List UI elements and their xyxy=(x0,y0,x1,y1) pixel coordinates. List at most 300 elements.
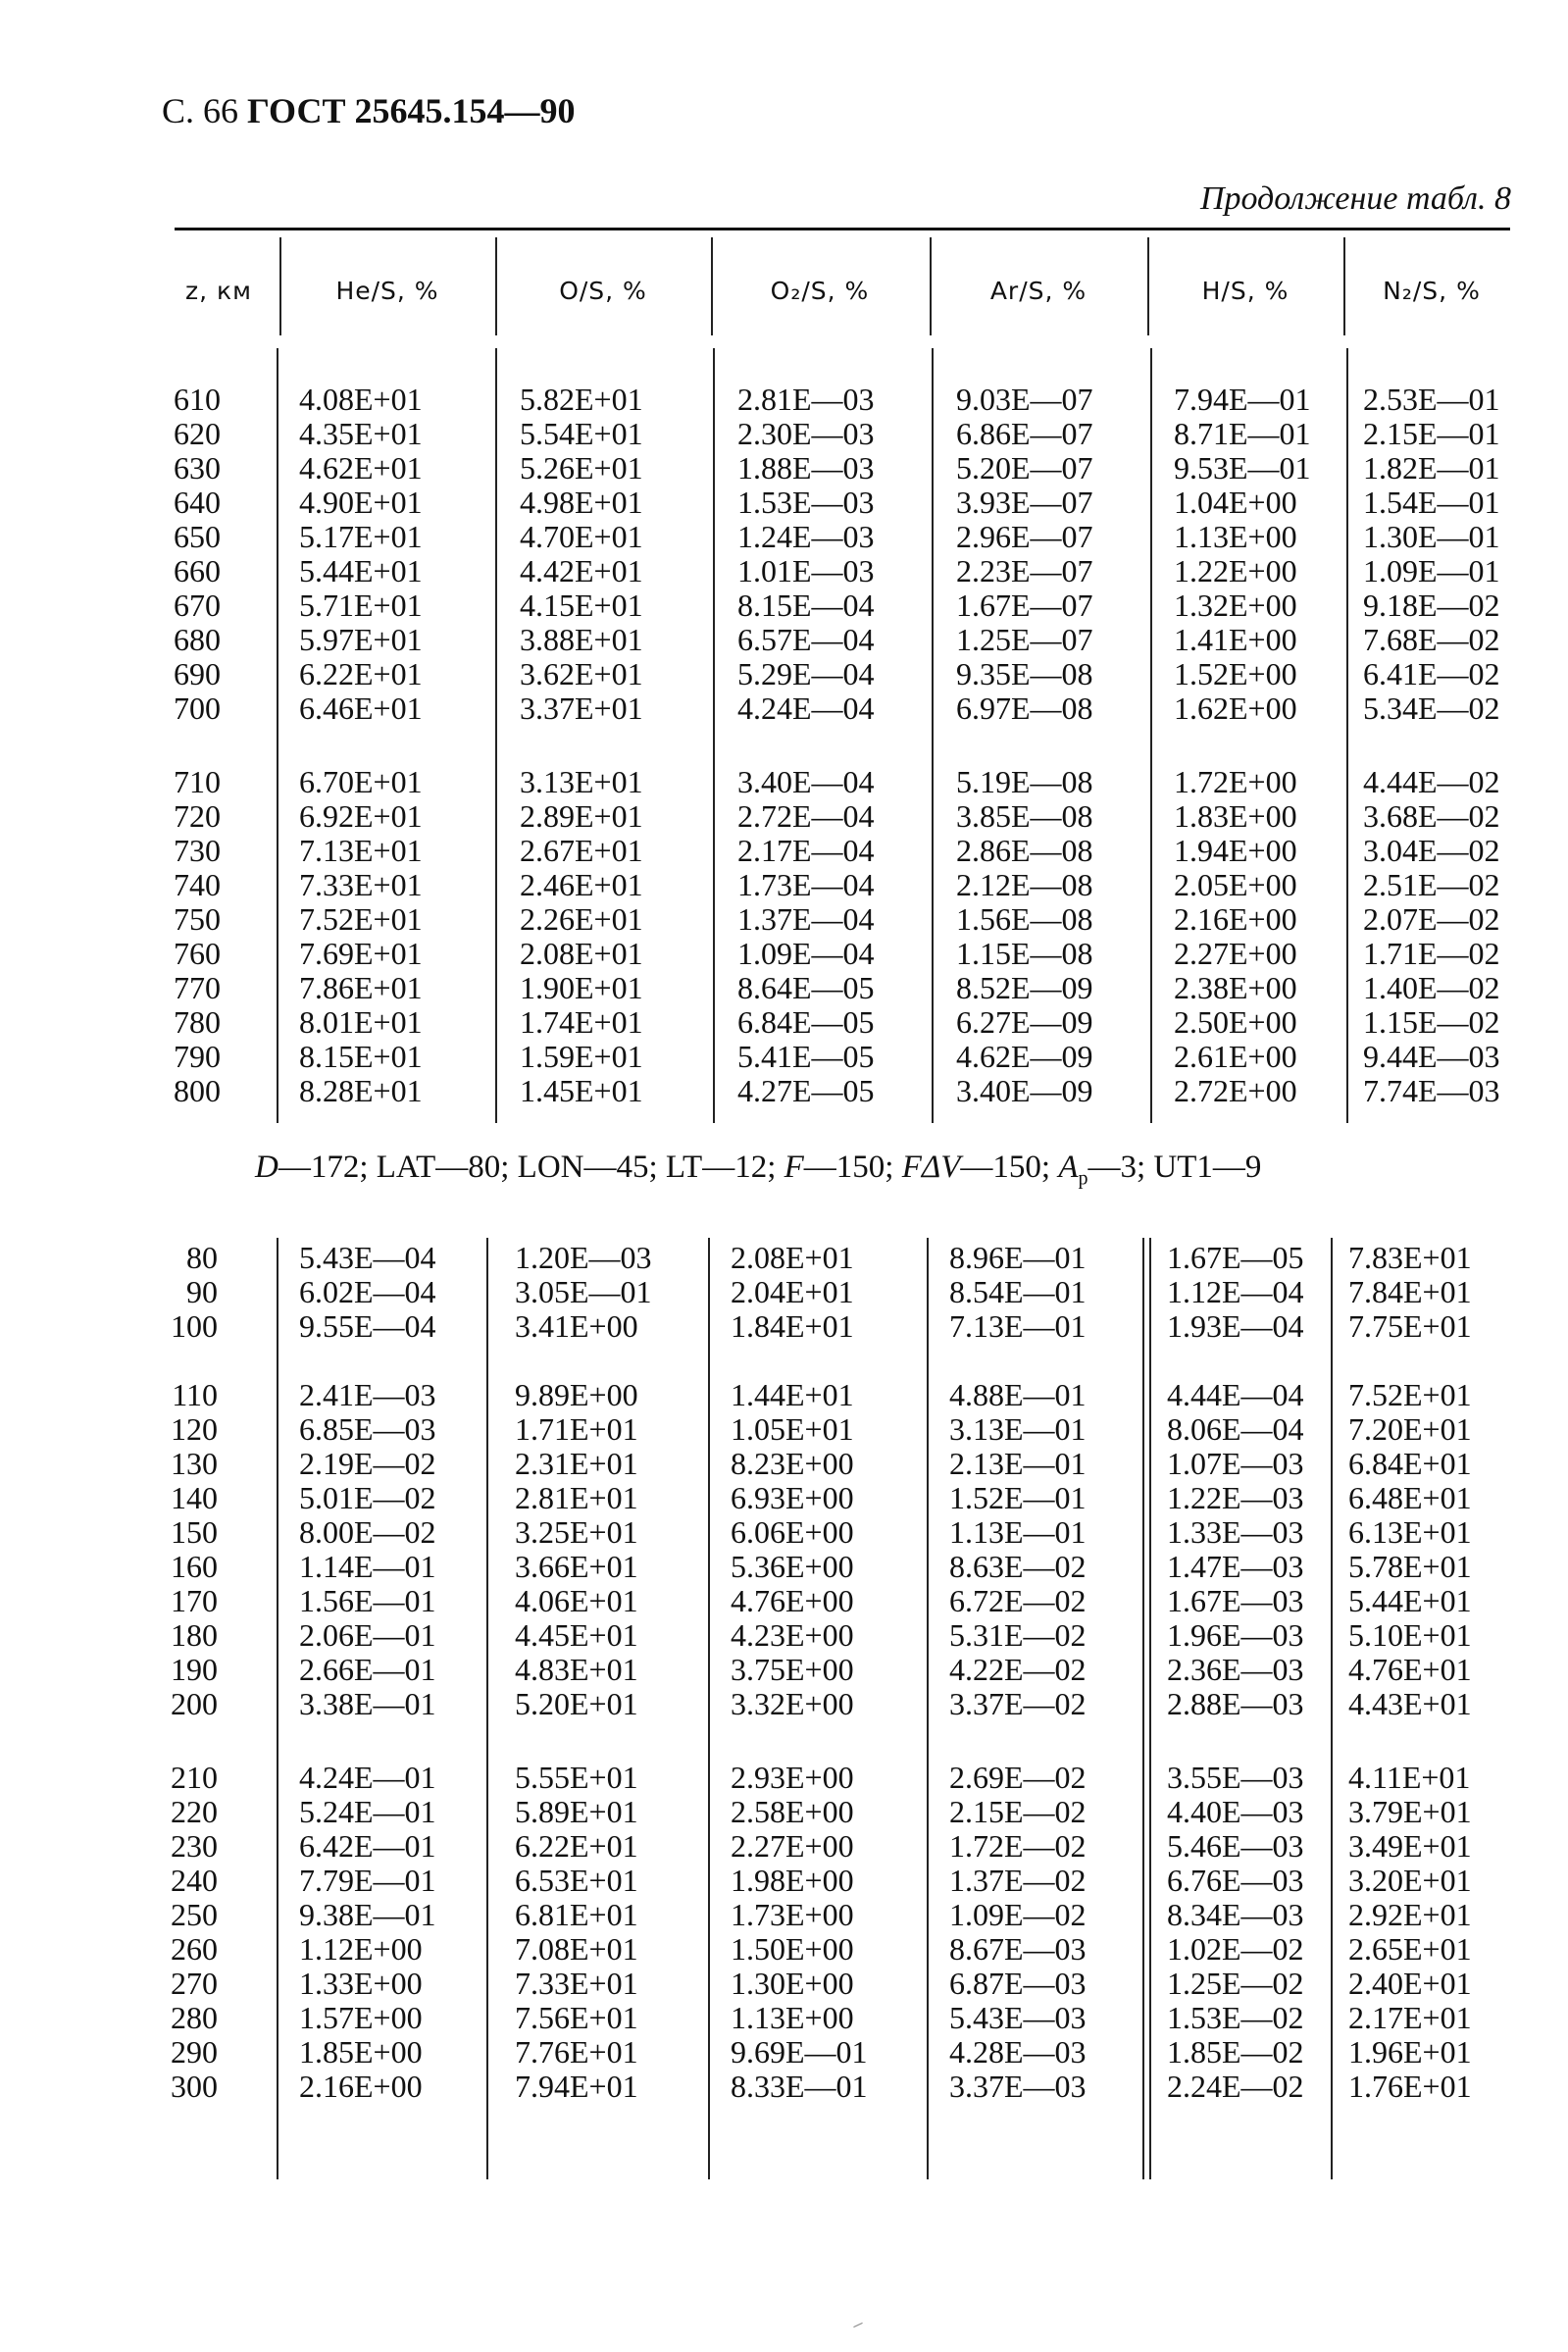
table-cell: 9.18E—02 xyxy=(1363,588,1500,623)
table-cell: 8.52E—09 xyxy=(956,970,1093,1005)
column-o-group-1 xyxy=(520,383,643,726)
table-cell: 6.02E—04 xyxy=(299,1274,436,1309)
column-h-group-2 xyxy=(1174,765,1297,1108)
table-cell: 1.71E—02 xyxy=(1363,936,1500,971)
column-z-group-1 xyxy=(139,1241,218,1344)
table-cell: 770 xyxy=(174,970,221,1005)
table-cell: 5.55E+01 xyxy=(515,1760,638,1795)
table-cell: 2.65E+01 xyxy=(1348,1931,1472,1967)
table-cell: 2.46E+01 xyxy=(520,867,643,902)
body-separator xyxy=(932,348,934,1123)
table-cell: 1.96E+01 xyxy=(1348,2034,1472,2070)
table-cell: 1.76E+01 xyxy=(1348,2069,1472,2104)
body-separator xyxy=(708,1238,710,2179)
column-o2-group-2 xyxy=(731,1378,854,1721)
table-cell: 2.36E—03 xyxy=(1167,1652,1304,1687)
column-o-group-2 xyxy=(515,1378,638,1721)
table-cell: 2.19E—02 xyxy=(299,1446,436,1481)
table-cell: 2.40E+01 xyxy=(1348,1966,1472,2001)
table-cell: 2.41E—03 xyxy=(299,1377,436,1412)
table-cell: 1.09E—01 xyxy=(1363,553,1500,588)
table-cell: 4.76E+01 xyxy=(1348,1652,1472,1687)
table-cell: 1.67E—07 xyxy=(956,588,1093,623)
table-cell: 2.15E—02 xyxy=(949,1794,1087,1829)
table-cell: 4.62E—09 xyxy=(956,1039,1093,1074)
table-cell: 5.19E—08 xyxy=(956,764,1093,799)
column-h-group-1 xyxy=(1174,383,1311,726)
table-cell: 7.52E+01 xyxy=(1348,1377,1472,1412)
table-cell: 3.41E+00 xyxy=(515,1308,638,1344)
table-cell: 6.22E+01 xyxy=(515,1828,638,1864)
table-cell: 210 xyxy=(171,1760,218,1795)
table-cell: 1.32E+00 xyxy=(1174,588,1297,623)
column-n2-group-1 xyxy=(1363,383,1500,726)
table-cell: 5.34E—02 xyxy=(1363,690,1500,726)
column-n2-group-3 xyxy=(1348,1761,1472,2104)
table-cell: 4.83E+01 xyxy=(515,1652,638,1687)
table-cell: 100 xyxy=(171,1308,218,1344)
table-cell: 1.44E+01 xyxy=(731,1377,854,1412)
table-cell: 2.51E—02 xyxy=(1363,867,1500,902)
column-z-group-2 xyxy=(142,765,221,1108)
table-cell: 1.56E—08 xyxy=(956,901,1093,937)
column-header-n2: N₂/S, % xyxy=(1383,277,1481,305)
table-cell: 2.16E+00 xyxy=(299,2069,423,2104)
table-cell: 1.05E+01 xyxy=(731,1411,854,1447)
table-cell: 3.37E+01 xyxy=(520,690,643,726)
column-h-group-3 xyxy=(1167,1761,1304,2104)
table-cell: 5.78E+01 xyxy=(1348,1549,1472,1584)
table-cell: 6.41E—02 xyxy=(1363,656,1500,691)
table-cell: 8.96E—01 xyxy=(949,1240,1087,1275)
table-cell: 1.09E—02 xyxy=(949,1897,1087,1932)
header-separator xyxy=(495,237,497,335)
table-cell: 1.33E+00 xyxy=(299,1966,423,2001)
table-cell: 8.54E—01 xyxy=(949,1274,1087,1309)
table-cell: 140 xyxy=(171,1480,218,1515)
table-cell: 2.81E—03 xyxy=(737,382,875,417)
table-cell: 7.13E+01 xyxy=(299,833,423,868)
table-cell: 1.37E—02 xyxy=(949,1863,1087,1898)
table-cell: 5.36E+00 xyxy=(731,1549,854,1584)
table-cell: 5.24E—01 xyxy=(299,1794,436,1829)
table-cell: 2.13E—01 xyxy=(949,1446,1087,1481)
table-cell: 1.59E+01 xyxy=(520,1039,643,1074)
header-separator xyxy=(279,237,281,335)
table-cell: 260 xyxy=(171,1931,218,1967)
table-cell: 8.67E—03 xyxy=(949,1931,1087,1967)
table-cell: 3.05E—01 xyxy=(515,1274,652,1309)
table-cell: 7.33E+01 xyxy=(299,867,423,902)
column-o-group-3 xyxy=(515,1761,638,2104)
table-cell: 7.52E+01 xyxy=(299,901,423,937)
table-cell: 760 xyxy=(174,936,221,971)
table-cell: 2.23E—07 xyxy=(956,553,1093,588)
table-cell: 1.50E+00 xyxy=(731,1931,854,1967)
table-cell: 7.94E+01 xyxy=(515,2069,638,2104)
table-cell: 1.53E—03 xyxy=(737,485,875,520)
column-n2-group-1 xyxy=(1348,1241,1472,1344)
table-cell: 2.30E—03 xyxy=(737,416,875,451)
table-cell: 7.33E+01 xyxy=(515,1966,638,2001)
table-cell: 7.74E—03 xyxy=(1363,1073,1500,1108)
table-cell: 3.13E+01 xyxy=(520,764,643,799)
table-cell: 1.85E—02 xyxy=(1167,2034,1304,2070)
table-cell: 5.26E+01 xyxy=(520,450,643,486)
table-cell: 6.92E+01 xyxy=(299,798,423,834)
table-cell: 1.01E—03 xyxy=(737,553,875,588)
table-cell: 7.76E+01 xyxy=(515,2034,638,2070)
column-o-group-1 xyxy=(515,1241,652,1344)
table-cell: 5.31E—02 xyxy=(949,1617,1087,1653)
table-cell: 3.88E+01 xyxy=(520,622,643,657)
table-cell: 700 xyxy=(174,690,221,726)
table-cell: 750 xyxy=(174,901,221,937)
table-cell: 7.86E+01 xyxy=(299,970,423,1005)
table-cell: 6.57E—04 xyxy=(737,622,875,657)
table-cell: 650 xyxy=(174,519,221,554)
table-cell: 4.08E+01 xyxy=(299,382,423,417)
table-cell: 6.27E—09 xyxy=(956,1004,1093,1040)
table-cell: 7.68E—02 xyxy=(1363,622,1500,657)
table-cell: 2.72E+00 xyxy=(1174,1073,1297,1108)
table-cell: 5.01E—02 xyxy=(299,1480,436,1515)
table-cell: 2.69E—02 xyxy=(949,1760,1087,1795)
table-cell: 90 xyxy=(186,1274,218,1309)
table-cell: 1.20E—03 xyxy=(515,1240,652,1275)
table-cell: 3.79E+01 xyxy=(1348,1794,1472,1829)
table-cell: 6.46E+01 xyxy=(299,690,423,726)
table-cell: 1.73E—04 xyxy=(737,867,875,902)
table-cell: 7.84E+01 xyxy=(1348,1274,1472,1309)
table-cell: 3.49E+01 xyxy=(1348,1828,1472,1864)
table-cell: 5.71E+01 xyxy=(299,588,423,623)
table-cell: 730 xyxy=(174,833,221,868)
table-cell: 2.07E—02 xyxy=(1363,901,1500,937)
table-cell: 1.54E—01 xyxy=(1363,485,1500,520)
table-cell: 7.75E+01 xyxy=(1348,1308,1472,1344)
table-cell: 190 xyxy=(171,1652,218,1687)
table-cell: 180 xyxy=(171,1617,218,1653)
table-cell: 5.82E+01 xyxy=(520,382,643,417)
table-cell: 8.00E—02 xyxy=(299,1514,436,1550)
table-cell: 4.70E+01 xyxy=(520,519,643,554)
table-top-rule xyxy=(175,228,1510,230)
table-cell: 2.17E—04 xyxy=(737,833,875,868)
table-cell: 2.17E+01 xyxy=(1348,2000,1472,2035)
table-cell: 4.44E—04 xyxy=(1167,1377,1304,1412)
table-cell: 1.52E—01 xyxy=(949,1480,1087,1515)
table-cell: 5.29E—04 xyxy=(737,656,875,691)
table-cell: 8.64E—05 xyxy=(737,970,875,1005)
body-separator xyxy=(495,348,497,1123)
table-cell: 1.45E+01 xyxy=(520,1073,643,1108)
table-cell: 1.74E+01 xyxy=(520,1004,643,1040)
table-cell: 1.13E+00 xyxy=(731,2000,854,2035)
table-cell: 3.04E—02 xyxy=(1363,833,1500,868)
table-cell: 1.02E—02 xyxy=(1167,1931,1304,1967)
table-cell: 1.30E—01 xyxy=(1363,519,1500,554)
table-cell: 6.81E+01 xyxy=(515,1897,638,1932)
table-continuation-label: Продолжение табл. 8 xyxy=(1199,180,1511,217)
table-cell: 2.05E+00 xyxy=(1174,867,1297,902)
table-cell: 2.67E+01 xyxy=(520,833,643,868)
table-cell: 1.52E+00 xyxy=(1174,656,1297,691)
table-cell: 9.69E—01 xyxy=(731,2034,868,2070)
table-cell: 6.72E—02 xyxy=(949,1583,1087,1618)
table-cell: 7.20E+01 xyxy=(1348,1411,1472,1447)
table-cell: 1.33E—03 xyxy=(1167,1514,1304,1550)
table-cell: 7.69E+01 xyxy=(299,936,423,971)
table-cell: 6.48E+01 xyxy=(1348,1480,1472,1515)
table-cell: 2.08E+01 xyxy=(731,1240,854,1275)
table-cell: 250 xyxy=(171,1897,218,1932)
table-cell: 5.20E+01 xyxy=(515,1686,638,1721)
table-cell: 8.34E—03 xyxy=(1167,1897,1304,1932)
table-cell: 1.41E+00 xyxy=(1174,622,1297,657)
header-separator xyxy=(711,237,713,335)
table-cell: 1.15E—02 xyxy=(1363,1004,1500,1040)
page-header xyxy=(162,90,575,131)
table-cell: 5.43E—03 xyxy=(949,2000,1087,2035)
column-he-group-2 xyxy=(299,765,423,1108)
page-number: С. 66 xyxy=(162,91,239,130)
table-cell: 610 xyxy=(174,382,221,417)
table-cell: 6.85E—03 xyxy=(299,1411,436,1447)
table-cell: 6.06E+00 xyxy=(731,1514,854,1550)
table-cell: 2.53E—01 xyxy=(1363,382,1500,417)
body-separator xyxy=(277,1238,278,2179)
table-cell: 130 xyxy=(171,1446,218,1481)
table-cell: 5.54E+01 xyxy=(520,416,643,451)
column-z-group-1 xyxy=(142,383,221,726)
table-cell: 4.40E—03 xyxy=(1167,1794,1304,1829)
table-cell: 4.43E+01 xyxy=(1348,1686,1472,1721)
table-cell: 8.23E+00 xyxy=(731,1446,854,1481)
table-cell: 2.27E+00 xyxy=(1174,936,1297,971)
body-separator xyxy=(1331,1238,1333,2179)
header-separator xyxy=(930,237,932,335)
table-cell: 2.16E+00 xyxy=(1174,901,1297,937)
body-separator xyxy=(277,348,278,1123)
table-cell: 1.83E+00 xyxy=(1174,798,1297,834)
table-cell: 4.42E+01 xyxy=(520,553,643,588)
table-cell: 240 xyxy=(171,1863,218,1898)
table-cell: 8.15E+01 xyxy=(299,1039,423,1074)
table-cell: 3.62E+01 xyxy=(520,656,643,691)
table-cell: 1.56E—01 xyxy=(299,1583,436,1618)
table-cell: 2.89E+01 xyxy=(520,798,643,834)
table-cell: 4.27E—05 xyxy=(737,1073,875,1108)
table-cell: 9.53E—01 xyxy=(1174,450,1311,486)
table-cell: 200 xyxy=(171,1686,218,1721)
table-cell: 1.67E—05 xyxy=(1167,1240,1304,1275)
table-cell: 6.42E—01 xyxy=(299,1828,436,1864)
table-cell: 5.44E+01 xyxy=(299,553,423,588)
table-cell: 1.57E+00 xyxy=(299,2000,423,2035)
table-cell: 1.93E—04 xyxy=(1167,1308,1304,1344)
table-cell: 6.70E+01 xyxy=(299,764,423,799)
table-cell: 6.53E+01 xyxy=(515,1863,638,1898)
table-cell: 4.22E—02 xyxy=(949,1652,1087,1687)
table-cell: 740 xyxy=(174,867,221,902)
body-separator xyxy=(927,1238,929,2179)
table-cell: 720 xyxy=(174,798,221,834)
table-cell: 110 xyxy=(172,1377,218,1412)
table-cell: 2.96E—07 xyxy=(956,519,1093,554)
table-cell: 1.12E+00 xyxy=(299,1931,423,1967)
table-cell: 6.87E—03 xyxy=(949,1966,1087,2001)
table-cell: 2.86E—08 xyxy=(956,833,1093,868)
table-cell: 1.22E—03 xyxy=(1167,1480,1304,1515)
table-cell: 4.76E+00 xyxy=(731,1583,854,1618)
table-cell: 230 xyxy=(171,1828,218,1864)
param-f: F xyxy=(784,1150,804,1185)
condition-line: D—172; LAT—80; LON—45; LT—12; F—150; FΔV—150; $A_p—3$; UT1—9 xyxy=(255,1150,1262,1190)
table-cell: 660 xyxy=(174,553,221,588)
table-cell: 4.23E+00 xyxy=(731,1617,854,1653)
scan-mark xyxy=(853,2323,862,2327)
column-header-o2: O₂/S, % xyxy=(770,277,870,305)
table-cell: 8.63E—02 xyxy=(949,1549,1087,1584)
table-cell: 4.15E+01 xyxy=(520,588,643,623)
table-cell: 9.35E—08 xyxy=(956,656,1093,691)
column-ar-group-2 xyxy=(956,765,1093,1108)
column-h-group-2 xyxy=(1167,1378,1304,1721)
table-cell: 1.25E—02 xyxy=(1167,1966,1304,2001)
column-he-group-3 xyxy=(299,1761,436,2104)
table-cell: 4.24E—04 xyxy=(737,690,875,726)
column-n2-group-2 xyxy=(1348,1378,1472,1721)
table-cell: 5.89E+01 xyxy=(515,1794,638,1829)
table-cell: 5.10E+01 xyxy=(1348,1617,1472,1653)
table-cell: 690 xyxy=(174,656,221,691)
column-h-group-1 xyxy=(1167,1241,1304,1344)
table-cell: 1.72E—02 xyxy=(949,1828,1087,1864)
table-cell: 5.97E+01 xyxy=(299,622,423,657)
table-cell: 3.93E—07 xyxy=(956,485,1093,520)
table-cell: 3.40E—04 xyxy=(737,764,875,799)
column-n2-group-2 xyxy=(1363,765,1500,1108)
table-cell: 7.83E+01 xyxy=(1348,1240,1472,1275)
column-z-group-2 xyxy=(139,1378,218,1721)
table-cell: 1.13E—01 xyxy=(949,1514,1087,1550)
column-z-group-3 xyxy=(139,1761,218,2104)
table-cell: 1.84E+01 xyxy=(731,1308,854,1344)
table-cell: 8.28E+01 xyxy=(299,1073,423,1108)
table-cell: 2.81E+01 xyxy=(515,1480,638,1515)
body-separator xyxy=(1142,1238,1144,2179)
table-cell: 9.89E+00 xyxy=(515,1377,638,1412)
table-cell: 1.62E+00 xyxy=(1174,690,1297,726)
table-cell: 790 xyxy=(174,1039,221,1074)
column-he-group-2 xyxy=(299,1378,436,1721)
table-cell: 630 xyxy=(174,450,221,486)
column-o2-group-1 xyxy=(731,1241,854,1344)
table-cell: 7.94E—01 xyxy=(1174,382,1311,417)
table-cell: 9.44E—03 xyxy=(1363,1039,1500,1074)
table-cell: 5.46E—03 xyxy=(1167,1828,1304,1864)
table-cell: 6.22E+01 xyxy=(299,656,423,691)
table-cell: 160 xyxy=(171,1549,218,1584)
table-cell: 7.56E+01 xyxy=(515,2000,638,2035)
table-cell: 2.15E—01 xyxy=(1363,416,1500,451)
column-o2-group-2 xyxy=(737,765,875,1108)
table-cell: 3.66E+01 xyxy=(515,1549,638,1584)
table-cell: 1.30E+00 xyxy=(731,1966,854,2001)
table-cell: 1.98E+00 xyxy=(731,1863,854,1898)
table-cell: 1.96E—03 xyxy=(1167,1617,1304,1653)
table-cell: 9.55E—04 xyxy=(299,1308,436,1344)
column-header-o: O/S, % xyxy=(559,277,647,305)
table-cell: 7.13E—01 xyxy=(949,1308,1087,1344)
table-cell: 1.53E—02 xyxy=(1167,2000,1304,2035)
table-cell: 3.25E+01 xyxy=(515,1514,638,1550)
table-cell: 5.20E—07 xyxy=(956,450,1093,486)
table-cell: 6.84E+01 xyxy=(1348,1446,1472,1481)
table-cell: 1.72E+00 xyxy=(1174,764,1297,799)
table-cell: 1.04E+00 xyxy=(1174,485,1297,520)
table-cell: 4.90E+01 xyxy=(299,485,423,520)
table-cell: 6.76E—03 xyxy=(1167,1863,1304,1898)
table-cell: 2.12E—08 xyxy=(956,867,1093,902)
table-cell: 1.85E+00 xyxy=(299,2034,423,2070)
table-cell: 4.24E—01 xyxy=(299,1760,436,1795)
column-ar-group-1 xyxy=(949,1241,1087,1344)
table-cell: 4.98E+01 xyxy=(520,485,643,520)
column-header-ar: Ar/S, % xyxy=(989,277,1087,305)
table-cell: 1.82E—01 xyxy=(1363,450,1500,486)
table-cell: 170 xyxy=(171,1583,218,1618)
table-cell: 8.06E—04 xyxy=(1167,1411,1304,1447)
table-cell: 6.84E—05 xyxy=(737,1004,875,1040)
column-ar-group-3 xyxy=(949,1761,1087,2104)
body-separator xyxy=(486,1238,488,2179)
table-cell: 1.73E+00 xyxy=(731,1897,854,1932)
table-cell: 780 xyxy=(174,1004,221,1040)
table-cell: 2.26E+01 xyxy=(520,901,643,937)
table-cell: 4.11E+01 xyxy=(1348,1760,1471,1795)
table-cell: 7.08E+01 xyxy=(515,1931,638,1967)
table-cell: 2.88E—03 xyxy=(1167,1686,1304,1721)
table-cell: 280 xyxy=(171,2000,218,2035)
table-cell: 1.09E—04 xyxy=(737,936,875,971)
column-ar-group-2 xyxy=(949,1378,1087,1721)
column-o-group-2 xyxy=(520,765,643,1108)
table-cell: 5.17E+01 xyxy=(299,519,423,554)
table-cell: 620 xyxy=(174,416,221,451)
table-cell: 3.20E+01 xyxy=(1348,1863,1472,1898)
table-cell: 1.47E—03 xyxy=(1167,1549,1304,1584)
table-cell: 2.08E+01 xyxy=(520,936,643,971)
body-separator xyxy=(1149,1238,1151,2179)
table-cell: 2.50E+00 xyxy=(1174,1004,1297,1040)
table-cell: 4.88E—01 xyxy=(949,1377,1087,1412)
gost-number: ГОСТ 25645.154—90 xyxy=(247,91,576,130)
body-separator xyxy=(1346,348,1348,1123)
table-cell: 2.58E+00 xyxy=(731,1794,854,1829)
table-cell: 3.85E—08 xyxy=(956,798,1093,834)
column-header-h: H/S, % xyxy=(1201,277,1290,305)
table-cell: 1.24E—03 xyxy=(737,519,875,554)
table-cell: 3.37E—03 xyxy=(949,2069,1087,2104)
table-cell: 1.22E+00 xyxy=(1174,553,1297,588)
table-cell: 8.33E—01 xyxy=(731,2069,868,2104)
table-cell: 1.14E—01 xyxy=(299,1549,436,1584)
table-cell: 4.06E+01 xyxy=(515,1583,638,1618)
table-cell: 1.15E—08 xyxy=(956,936,1093,971)
table-cell: 6.86E—07 xyxy=(956,416,1093,451)
